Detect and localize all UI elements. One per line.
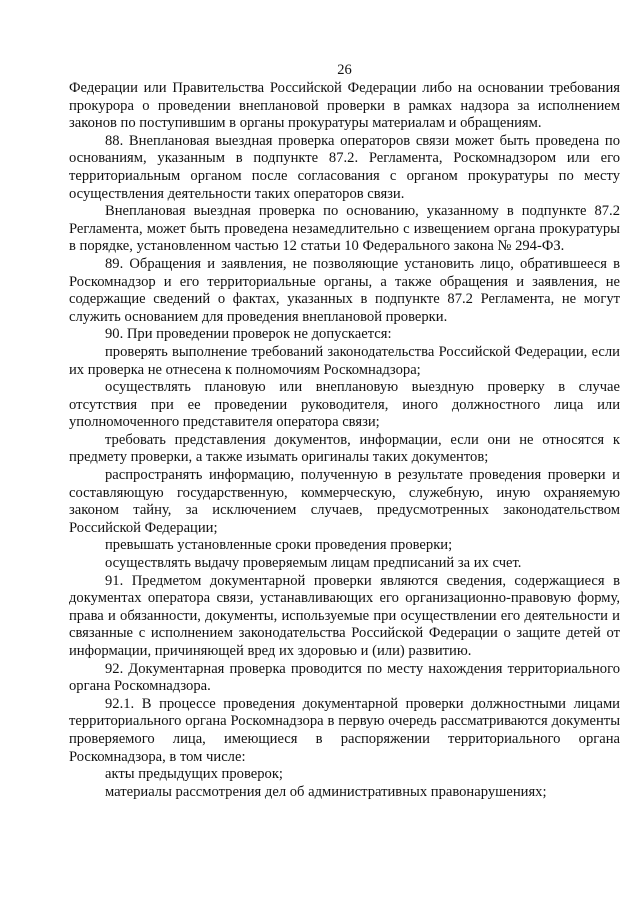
list-item: проверять выполнение требований законодательства Российской Федерации, если их проверка не отнесена к полномочиям Роскомнадзора;	[69, 343, 620, 378]
list-item: распространять информацию, полученную в результате проведения проверки и составляющую государственную, коммерческую, служебную, иную охраняемую законом тайну, за исключением случаев, предусмотренных законодательством Российской Федерации;	[69, 467, 620, 536]
paragraph-89: 89. Обращения и заявления, не позволяющие установить лицо, обратившееся в Роскомнадзор и его территориальные органы, а также обращения и заявления, не содержащие сведений о фактах, указанных в подпункте 87.2 Регламента, не могут служить основанием для проведения внеплановой проверки.	[69, 255, 620, 325]
paragraph-91: 91. Предметом документарной проверки являются сведения, содержащиеся в документах оператора связи, устанавливающих его организационно-правовую форму, права и обязанности, документы, используемые при осуществлении его деятельности и связанные с исполнением законодательства Российской Федерации о защите детей от информации, причиняющей вред их здоровью и (или) развитию.	[69, 572, 620, 659]
paragraph-92-1: 92.1. В процессе проведения документарной проверки должностными лицами территориального органа Роскомнадзора в первую очередь рассматриваются документы проверяемого лица, имеющиеся в распоряжении территориального органа Роскомнадзора, в том числе:	[69, 695, 620, 765]
paragraph-continuation: Федерации или Правительства Российской Федерации либо на основании требования прокурора о проведении внеплановой проверки в рамках надзора за исполнением законов по поступившим в органы прокуратуры материалам и обращениям.	[69, 80, 620, 132]
list-item: материалы рассмотрения дел об административных правонарушениях;	[105, 783, 547, 800]
list-item: осуществлять выдачу проверяемым лицам предписаний за их счет.	[105, 555, 522, 572]
paragraph-88-extra: Внеплановая выездная проверка по основанию, указанному в подпункте 87.2 Регламента, может быть проведена незамедлительно с извещением органа прокуратуры в порядке, установленном частью 12 статьи 10 Федерального закона № 294-ФЗ.	[69, 203, 620, 255]
paragraph-88: 88. Внеплановая выездная проверка операторов связи может быть проведена по основаниям, указанным в подпункте 87.2. Регламента, Роскомнадзором или его территориальным органом после согласования с органом прокуратуры по месту осуществления деятельности таких операторов связи.	[69, 132, 620, 202]
paragraph-90: 90. При проведении проверок не допускается:	[105, 326, 392, 343]
paragraph-92: 92. Документарная проверка проводится по месту нахождения территориального органа Роскомнадзора.	[69, 660, 620, 695]
list-item: акты предыдущих проверок;	[105, 766, 283, 783]
list-item: превышать установленные сроки проведения проверки;	[105, 537, 453, 554]
list-item: требовать представления документов, информации, если они не относятся к предмету проверки, а также изымать оригиналы таких документов;	[69, 431, 620, 466]
document-body	[69, 80, 620, 801]
list-item: осуществлять плановую или внеплановую выездную проверку в случае отсутствия при ее проведении руководителя, иного должностного лица или уполномоченного представителя оператора связи;	[69, 379, 620, 431]
page-number: 26	[337, 62, 352, 78]
